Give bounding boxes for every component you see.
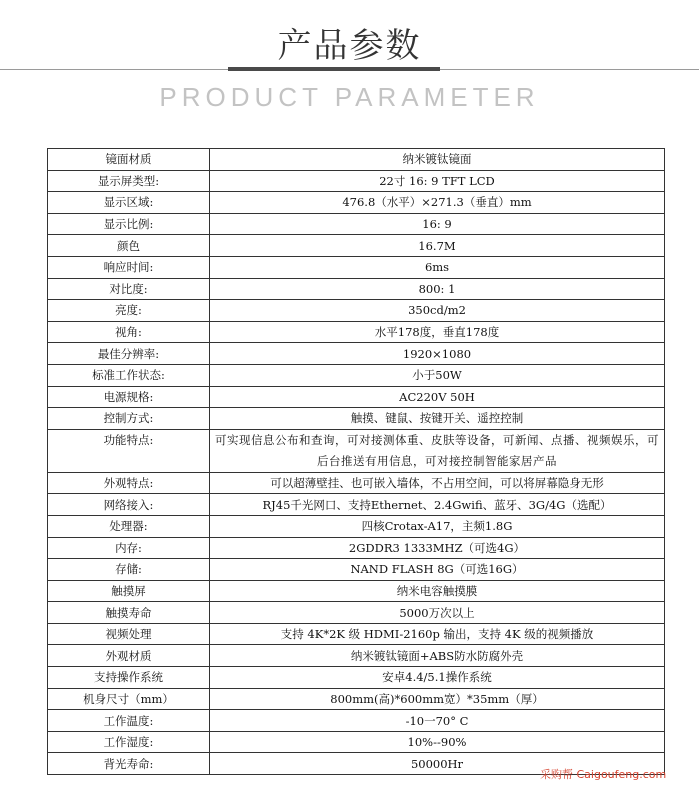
spec-label: 外观特点: <box>48 472 210 494</box>
table-row <box>48 300 665 322</box>
table-row <box>48 170 665 192</box>
table-row <box>48 149 665 171</box>
spec-value: 可实现信息公布和查询，可对接测体重、皮肤等设备，可新闻、点播、视频娱乐，可后台推送有用信息，可对接控制智能家居产品 <box>210 429 665 472</box>
spec-label: 显示屏类型: <box>48 170 210 192</box>
spec-value: 安卓4.4/5.1操作系统 <box>210 667 665 689</box>
spec-label: 支持操作系统 <box>48 667 210 689</box>
spec-value: 476.8（水平）×271.3（垂直）mm <box>210 192 665 214</box>
spec-value: 5000万次以上 <box>210 602 665 624</box>
spec-label: 内存: <box>48 537 210 559</box>
table-row <box>48 667 665 689</box>
spec-value: 10%--90% <box>210 731 665 753</box>
spec-label: 电源规格: <box>48 386 210 408</box>
spec-label: 最佳分辨率: <box>48 343 210 365</box>
table-row <box>48 580 665 602</box>
table-row <box>48 710 665 732</box>
spec-label: 工作温度: <box>48 710 210 732</box>
spec-value: 小于50W <box>210 364 665 386</box>
spec-value: 2GDDR3 1333MHZ（可选4G） <box>210 537 665 559</box>
spec-value: 支持 4K*2K 级 HDMI-2160p 输出，支持 4K 级的视频播放 <box>210 623 665 645</box>
spec-label: 响应时间: <box>48 256 210 278</box>
table-row <box>48 192 665 214</box>
table-row <box>48 235 665 257</box>
table-row <box>48 537 665 559</box>
spec-value: AC220V 50H <box>210 386 665 408</box>
spec-value: 纳米镀钛镜面 <box>210 149 665 171</box>
spec-value: 350cd/m2 <box>210 300 665 322</box>
spec-label: 颜色 <box>48 235 210 257</box>
table-row <box>48 213 665 235</box>
table-row <box>48 494 665 516</box>
table-row <box>48 256 665 278</box>
spec-value: 可以超薄壁挂、也可嵌入墙体，不占用空间，可以将屏幕隐身无形 <box>210 472 665 494</box>
spec-label: 触摸寿命 <box>48 602 210 624</box>
table-row <box>48 343 665 365</box>
spec-value: 800mm(高)*600mm宽）*35mm（厚） <box>210 688 665 710</box>
table-row <box>48 364 665 386</box>
table-row <box>48 623 665 645</box>
spec-label: 外观材质 <box>48 645 210 667</box>
spec-value: 800: 1 <box>210 278 665 300</box>
spec-label: 处理器: <box>48 515 210 537</box>
page-subtitle: PRODUCT PARAMETER <box>159 82 540 112</box>
spec-label: 存储: <box>48 559 210 581</box>
parameter-table-body <box>48 149 665 775</box>
table-row <box>48 731 665 753</box>
spec-label: 背光寿命: <box>48 753 210 775</box>
parameter-table <box>47 148 665 775</box>
spec-label: 视角: <box>48 321 210 343</box>
spec-label: 标准工作状态: <box>48 364 210 386</box>
table-row <box>48 645 665 667</box>
table-row <box>48 688 665 710</box>
table-row <box>48 472 665 494</box>
table-row <box>48 602 665 624</box>
spec-value: NAND FLASH 8G（可选16G） <box>210 559 665 581</box>
title-underline-accent <box>228 67 440 71</box>
spec-value: RJ45千光网口、支持Ethernet、2.4Gwifi、蓝牙、3G/4G（选配） <box>210 494 665 516</box>
spec-label: 镜面材质 <box>48 149 210 171</box>
spec-label: 机身尺寸（mm） <box>48 688 210 710</box>
spec-value: 纳米电容触摸膜 <box>210 580 665 602</box>
spec-value: 四核Crotax-A17，主频1.8G <box>210 515 665 537</box>
watermark-text: 采购帮 Caigoufeng.com <box>540 768 667 781</box>
spec-value: 纳米镀钛镜面+ABS防水防腐外壳 <box>210 645 665 667</box>
table-row <box>48 559 665 581</box>
spec-label: 网络接入: <box>48 494 210 516</box>
spec-label: 显示比例: <box>48 213 210 235</box>
spec-label: 对比度: <box>48 278 210 300</box>
table-row <box>48 321 665 343</box>
spec-value: 22寸 16: 9 TFT LCD <box>210 170 665 192</box>
spec-label: 工作湿度: <box>48 731 210 753</box>
spec-value: 1920×1080 <box>210 343 665 365</box>
spec-label: 显示区域: <box>48 192 210 214</box>
spec-label: 视频处理 <box>48 623 210 645</box>
spec-value: -10一70° C <box>210 710 665 732</box>
spec-label: 功能特点: <box>48 429 210 472</box>
spec-value: 水平178度，垂直178度 <box>210 321 665 343</box>
spec-label: 亮度: <box>48 300 210 322</box>
spec-value: 16: 9 <box>210 213 665 235</box>
spec-value: 触摸、键鼠、按键开关、遥控控制 <box>210 408 665 430</box>
page-title: 产品参数 <box>277 26 422 66</box>
table-row <box>48 278 665 300</box>
table-row <box>48 408 665 430</box>
spec-value: 16.7M <box>210 235 665 257</box>
table-row <box>48 429 665 472</box>
spec-value: 6ms <box>210 256 665 278</box>
spec-value: 50000Hr <box>210 753 665 775</box>
spec-label: 触摸屏 <box>48 580 210 602</box>
spec-label: 控制方式: <box>48 408 210 430</box>
table-row <box>48 386 665 408</box>
table-row <box>48 515 665 537</box>
